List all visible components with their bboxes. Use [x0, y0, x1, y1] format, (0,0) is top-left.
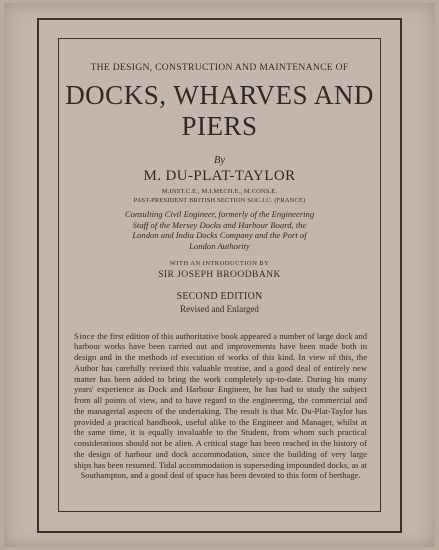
- author-credentials-1: M.INST.C.E., M.I.MECH.E., M.CONS.E.: [161, 188, 278, 195]
- title-block: [64, 62, 375, 315]
- author-credentials-2: PAST-PRESIDENT BRITISH SECTION SOC.I.C. (FRANCE): [133, 197, 306, 204]
- book-title-line1: DOCKS, WHARVES AND: [65, 80, 374, 110]
- book-title-line2: PIERS: [181, 111, 258, 141]
- edition-label: SECOND EDITION: [176, 291, 263, 302]
- blurb-first-word: Since: [74, 330, 96, 341]
- introduction-label: WITH AN INTRODUCTION BY: [169, 260, 270, 267]
- blurb-text: the first edition of this authoritative book appeared a number of large dock and harbour works have been carried out and improvements have been made both in design and in the methods of execution of works of this kind. In view of this, the Author has carefully revised this valuable treatise, and a good deal of entirely new matter has been added to bring the work completely up-to-date. During his many years' experience as Dock and Harbour Engineer, he has had to study the subject from all points of view, and to have regard to the engineering, the commercial and the managerial aspects of the undertaking. The result is that Mr. Du-Plat-Taylor has provided a practical handbook, useful alike to the Engineer and Manager, whilst at the same time, it is equally invaluable to the Student, from whom such practical considerations should not be alien. A critical stage has been reached in the history of the design of harbour and dock accommodation, since the building of very large ships has been resumed. Tidal accommodation is superseding impounded docks, as at Southampton, and a good deal of space has been devoted to this form of berthage.: [74, 330, 367, 481]
- blurb-paragraph: [74, 331, 367, 482]
- author-description: Consulting Civil Engineer, formerly of the Engineering Staff of the Mersey Docks and Harbour Board, the London and India Docks Company and the Port of London Authority: [124, 209, 315, 251]
- by-label: By: [213, 155, 226, 166]
- introduction-author: SIR JOSEPH BROODBANK: [158, 269, 281, 280]
- author-name: M. DU-PLAT-TAYLOR: [143, 168, 296, 184]
- revised-label: Revised and Enlarged: [180, 304, 259, 314]
- series-line: THE DESIGN, CONSTRUCTION AND MAINTENANCE OF: [90, 62, 349, 73]
